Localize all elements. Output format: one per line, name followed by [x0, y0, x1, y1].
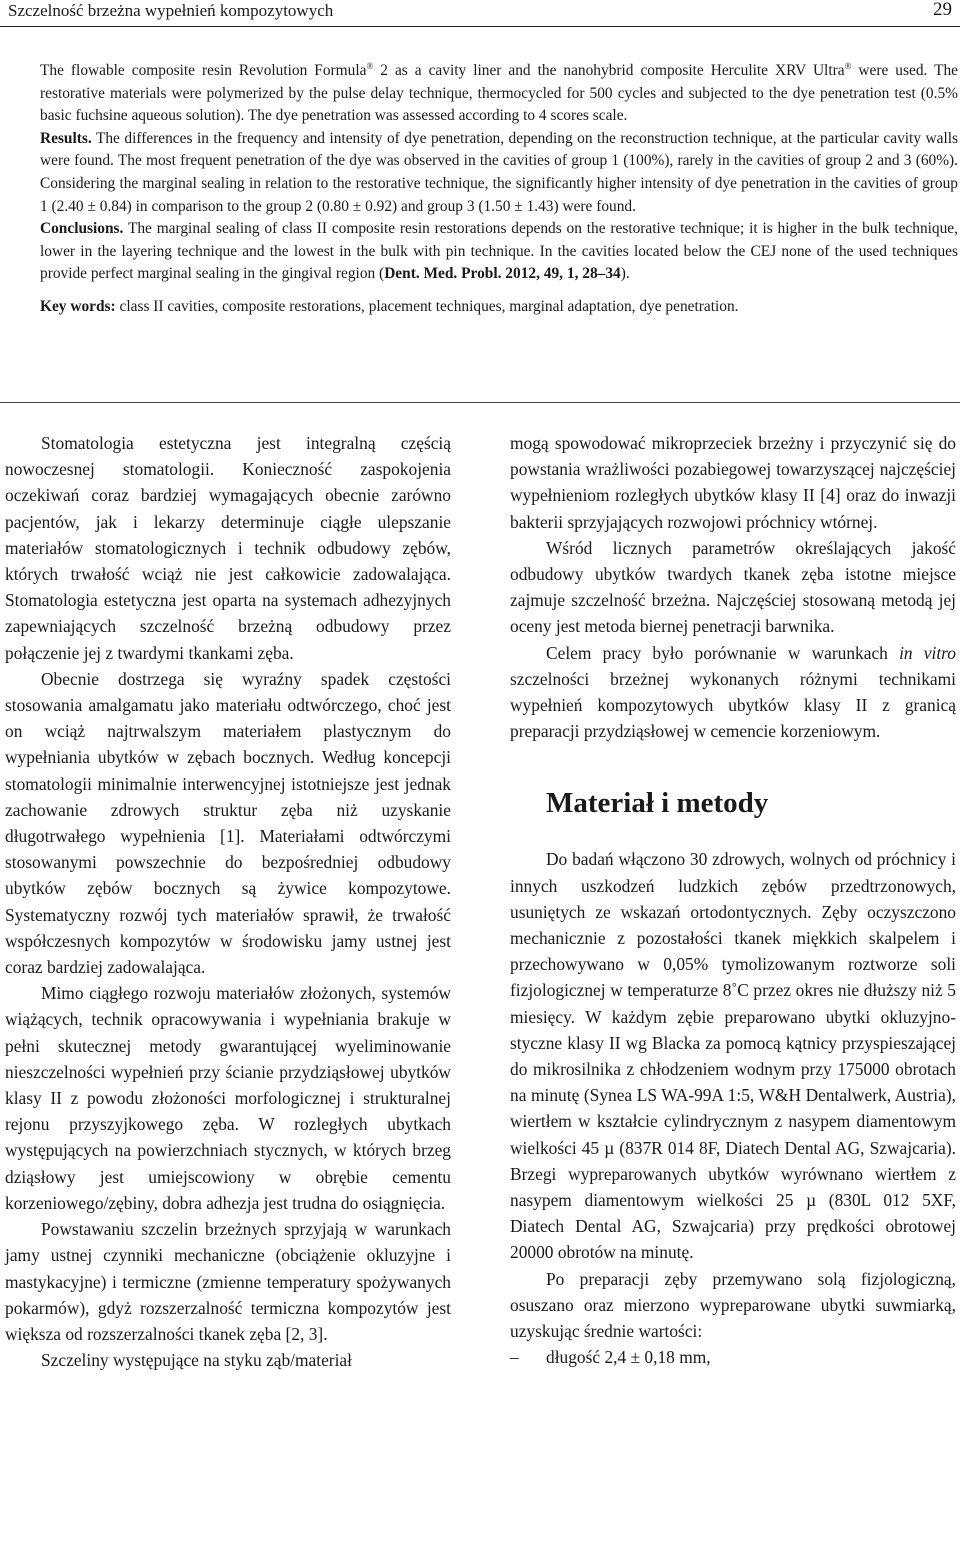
- running-title: Szczelność brzeżna wypełnień kompozytowych: [8, 1, 334, 20]
- paragraph: Szczeliny występujące na styku ząb/materiał: [41, 1350, 352, 1371]
- section-divider: [0, 402, 960, 403]
- abstract-results: Results. The differences in the frequency and intensity of dye penetration, depending on the reconstruction technique, at the particular cavity walls were found. The most frequent penetration of the dye was observed in the cavities of group 1 (100%), rarely in the cavities of group 2 and 3 (60%). Considering the marginal sealing in relation to the restorative technique, the significantly higher intensity of dye penetration in the cavities of group 1 (2.40 ± 0.84) in comparison to the group 2 (0.80 ± 0.92) and group 3 (1.50 ± 1.43) were found.: [40, 129, 958, 215]
- paragraph: Do badań włączono 30 zdrowych, wolnych od próchnicy i innych uszkodzeń ludzkich zębów przedtrzonowych, usuniętych ze wskazań ortodontycznych. Zęby oczyszczono mechanicznie z pozostałości tkanek miękkich skalpelem i przechowywano w 0,05% tymolizowanym roztworze soli fizjologicznej w temperaturze 8˚C przez okres nie dłuższy niż 5 miesięcy. W każdym zębie preparowano ubytki okluzyjno-styczne klasy II wg Blacka za pomocą kątnicy przyspieszającej do mikrosilnika z chłodzeniem wodnym przy 175000 obrotach na minutę (Synea LS WA-99A 1:5, W&H Dentalwerk, Austria), wiertłem w kształcie cylindrycznym z nasypem diamentowym wielkości 45 µ (837R 014 8F, Diatech Dental AG, Szwajcaria). Brzegi wypreparowanych ubytków wyrównano wiertłem z nasypem diamentowym wielkości 25 µ (830L 012 5XF, Diatech Dental AG, Szwajcaria) przy prędkości obrotowej 20000 obrotów na minutę.: [510, 849, 956, 1263]
- abstract: [40, 60, 958, 319]
- paragraph: Wśród licznych parametrów określających jakość odbudowy ubytków twardych tkanek zęba istotne miejsce zajmuje szczelność brzeżna. Najczęściej stosowaną metodą jej oceny jest metoda biernej penetracji barwnika.: [510, 537, 956, 637]
- registered-mark: ®: [844, 61, 852, 71]
- running-header: [0, 0, 960, 26]
- keywords-label: Key words:: [40, 297, 116, 315]
- list-item: – długość 2,4 ± 0,18 mm,: [510, 1344, 956, 1370]
- paragraph: Obecnie dostrzega się wyraźny spadek częstości stosowania amalgamatu jako materiału odtwórczego, choć jest on wciąż najtrwalszym materiałem plastycznym do wypełniania ubytków w zębach bocznych. Według koncepcji stomatologii minimalnie interwencyjnej istotniejsze jest jednak zachowanie zdrowych struktur zęba niż uzyskanie długotrwałego wypełnienia [1]. Materiałami odtwórczymi stosowanymi powszechnie do bezpośredniej odbudowy ubytków zębów bocznych są żywice kompozytowe. Systematyczny rozwój tych materiałów sprawił, że trwałość współczesnych kompozytów w środowisku jamy ustnej jest coraz bardziej zadowalająca.: [5, 668, 451, 978]
- abstract-methods: The flowable composite resin Revolution Formula® 2 as a cavity liner and the nanohybrid composite Herculite XRV Ultra® were used. The restorative materials were polymerized by the pulse delay technique, thermocycled for 500 cycles and subjected to the dye penetration test (0.5% basic fuchsine aqueous solution). The dye penetration was assessed according to 4 scores scale.: [40, 61, 958, 125]
- citation: Dent. Med. Probl. 2012, 49, 1, 28–34: [384, 265, 621, 283]
- paragraph: Mimo ciągłego rozwoju materiałów złożonych, systemów wiążących, technik opracowywania i wypełniania brakuje w pełni skutecznej metody gwarantującej wyeliminowanie nieszczelności wypełnień przy ścianie przydziąsłowej ubytków klasy II z powodu złożoności morfologicznej i strukturalnej rejonu przyszyjkowego zęba. W rozległych ubytkach występujących na powierzchniach stycznych, w których brzeg dziąsłowy jest umiejscowiony w obrębie cementu korzeniowego/zębiny, dobra adhezja jest trudna do osiągnięcia.: [5, 983, 451, 1213]
- paragraph: Celem pracy było porównanie w warunkach in vitro szczelności brzeżnej wykonanych różnymi technikami wypełnień kompozytowych ubytków klasy II z granicą preparacji przydziąsłowej w cemencie korzeniowym.: [510, 642, 957, 742]
- keywords: Key words: class II cavities, composite restorations, placement techniques, marginal adaptation, dye penetration.: [40, 297, 739, 315]
- right-column: [510, 430, 956, 1371]
- section-heading: Materiał i metody: [546, 787, 769, 820]
- page-number: 29: [933, 0, 952, 20]
- results-label: Results.: [40, 129, 92, 147]
- paragraph: mogą spowodować mikroprzeciek brzeżny i przyczynić się do powstania wrażliwości pozabiegowej towarzyszącej najczęściej wypełnieniom rozległych ubytków klasy II [4] oraz do inwazji bakterii sprzyjających rozwojowi próchnicy wtórnej.: [510, 433, 956, 532]
- conclusions-label: Conclusions.: [40, 220, 124, 238]
- list-dash: –: [510, 1347, 519, 1368]
- registered-mark: ®: [366, 61, 374, 71]
- abstract-conclusions: Conclusions. The marginal sealing of class II composite resin restorations depends on the restorative technique; it is higher in the bulk technique, lower in the layering technique and the lowest in the bulk with pin technique. In the cavities located below the CEJ none of the used techniques provide perfect marginal sealing in the gingival region (Dent. Med. Probl. 2012, 49, 1, 28–34).: [40, 220, 958, 283]
- paragraph: Stomatologia estetyczna jest integralną częścią nowoczesnej stomatologii. Konieczność zaspokojenia oczekiwań coraz bardziej wymagających obecnie zarówno pacjentów, jak i lekarzy determinuje ciągłe ulepszanie materiałów stomatologicznych i technik odbudowy zębów, których trwałość wciąż nie jest całkowicie zadowalająca. Stomatologia estetyczna jest oparta na systemach adhezyjnych zapewniających szczelność brzeżną odbudowy przez połączenie jej z twardymi tkankami zęba.: [5, 433, 451, 663]
- header-rule: [0, 26, 960, 27]
- paragraph: Powstawaniu szczelin brzeżnych sprzyjają w warunkach jamy ustnej czynniki mechaniczne (obciążenie okluzyjne i mastykacyjne) i termiczne (zmienne temperatury spożywanych pokarmów), gdyż rozszerzalność termiczna kompozytów jest większa od rozszerzalności tkanek zęba [2, 3].: [5, 1219, 451, 1344]
- left-column: [5, 430, 451, 1373]
- paragraph: Po preparacji zęby przemywano solą fizjologiczną, osuszano oraz mierzono wypreparowane ubytki suwmiarką, uzyskując średnie wartości:: [510, 1268, 956, 1342]
